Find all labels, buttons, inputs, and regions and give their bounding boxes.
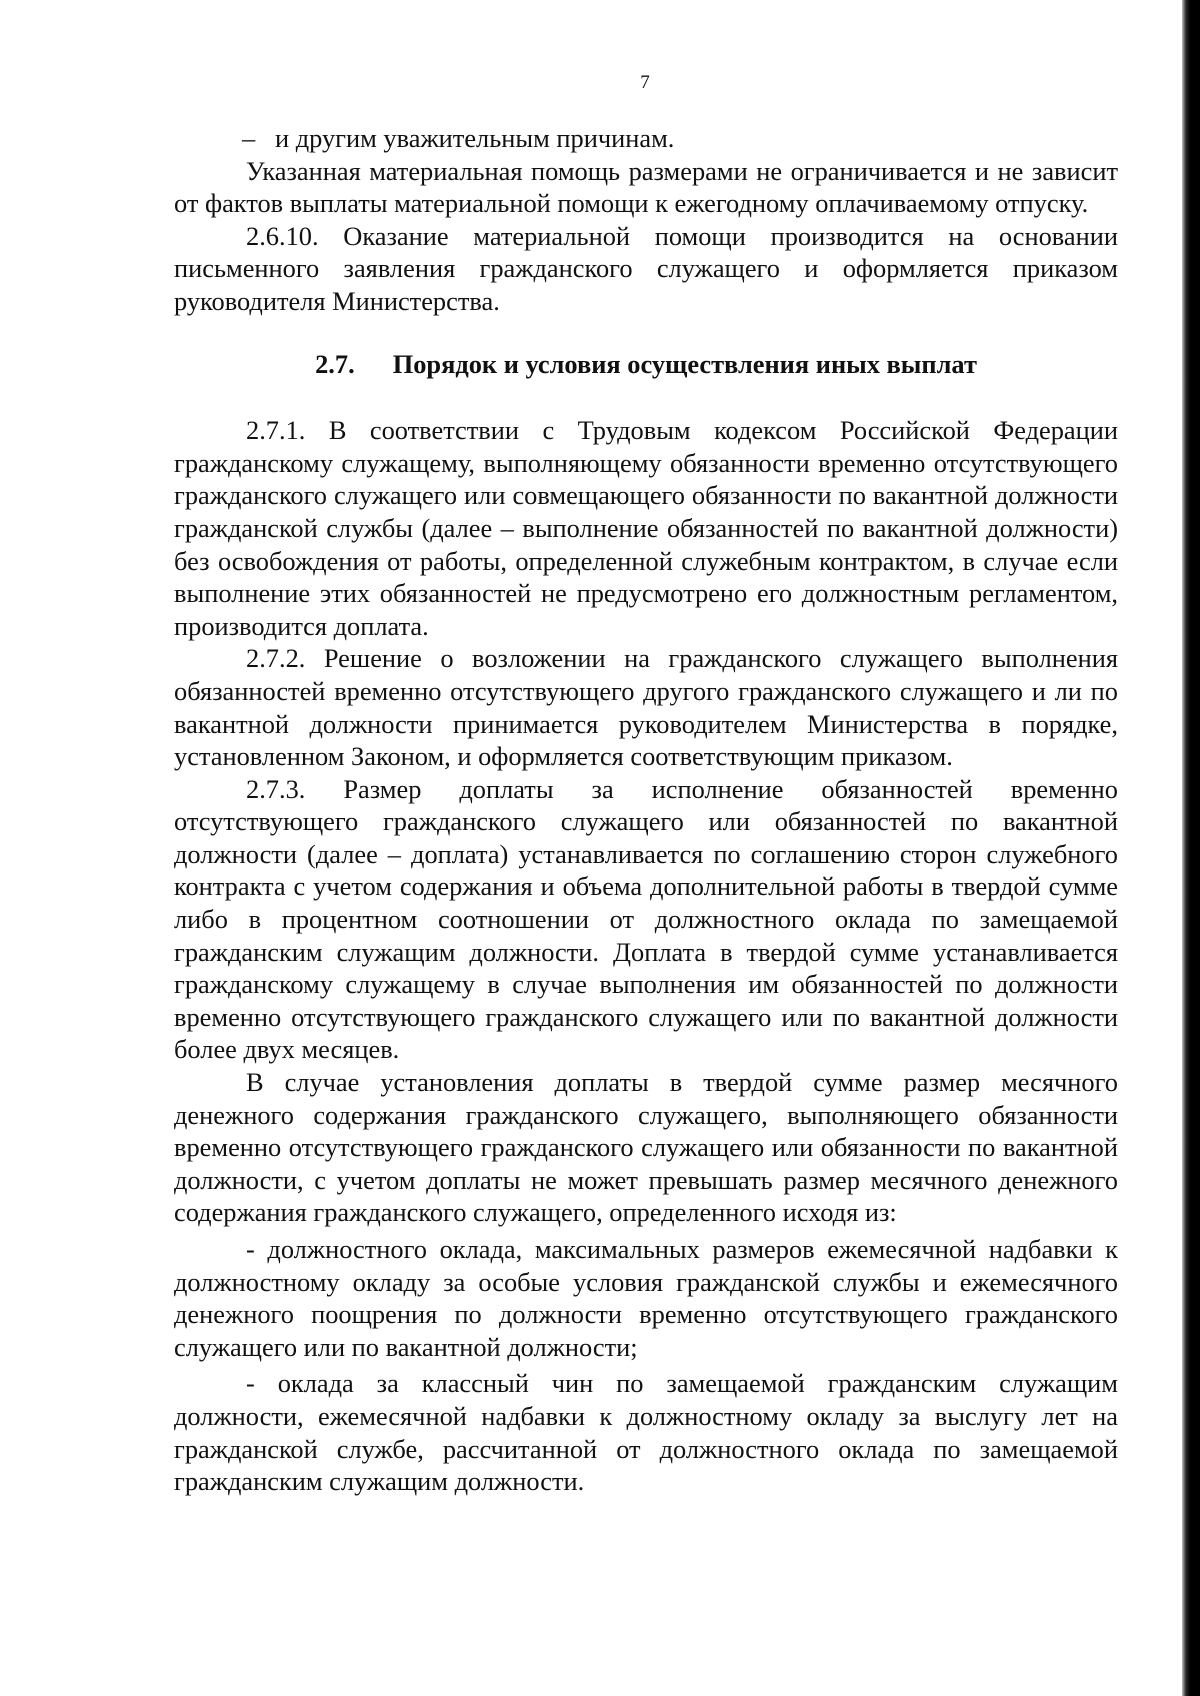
paragraph-material-aid-limits: Указанная материальная помощь размерами не ограничивается и не зависит от фактов выплаты материальной помощи к ежегодному оплачиваемому отпуску.: [174, 155, 1118, 219]
section-title: Порядок и условия осуществления иных выплат: [392, 348, 977, 379]
scan-edge-shadow: [1182, 0, 1200, 1696]
section-number: 2.7.: [315, 348, 355, 379]
paragraph-fixed-sum-case: В случае установления доплаты в твердой сумме размер месячного денежного содержания гражданского служащего, выполняющего обязанности временно отсутствующего гражданского служащего или обязанности по вакантной должности, с учетом доплаты не может превышать размер месячного денежного содержания гражданского служащего, определенного исходя из:: [174, 1067, 1118, 1228]
list-item-class-rank-salary: - оклада за классный чин по замещаемой гражданским служащим должности, ежемесячной надбавки к должностному окладу за выслугу лет на гражданской службе, рассчитанной от должностного оклада по замещаемой гражданским служащим должности.: [174, 1368, 1118, 1497]
section-heading: [174, 348, 1118, 381]
paragraph-2-7-3: 2.7.3. Размер доплаты за исполнение обязанностей временно отсутствующего гражданского служащего или обязанностей по вакантной должности (далее – доплата) устанавливается по соглашению сторон служебного контракта с учетом содержания и объема дополнительной работы в твердой сумме либо в процентном соотношении от должностного оклада по замещаемой гражданским служащим должности. Доплата в твердой сумме устанавливается гражданскому служащему в случае выполнения им обязанностей по должности временно отсутствующего гражданского служащего или по вакантной должности более двух месяцев.: [174, 773, 1118, 1065]
page-number: 7: [640, 72, 650, 93]
document-body: [174, 122, 1118, 1498]
paragraph-2-7-2: 2.7.2. Решение о возложении на гражданского служащего выполнения обязанностей временно отсутствующего другого гражданского служащего и ли по вакантной должности принимается руководителем Министерства в порядке, установленном Законом, и оформляется соответствующим приказом.: [174, 643, 1118, 772]
paragraph-2-6-10: 2.6.10. Оказание материальной помощи производится на основании письменного заявления гражданского служащего и оформляется приказом руководителя Министерства.: [174, 220, 1118, 316]
list-item-official-salary: - должностного оклада, максимальных размеров ежемесячной надбавки к должностному окладу за особые условия гражданской службы и ежемесячного денежного поощрения по должности временно отсутствующего гражданского служащего или по вакантной должности;: [174, 1234, 1118, 1362]
list-item-dash: – и другим уважительным причинам.: [242, 123, 675, 153]
paragraph-2-7-1: 2.7.1. В соответствии с Трудовым кодексом Российской Федерации гражданскому служащему, выполняющему обязанности временно отсутствующего гражданского служащего или совмещающего обязанности по вакантной должности гражданской службы (далее – выполнение обязанностей по вакантной должности) без освобождения от работы, определенной служебным контрактом, в случае если выполнение этих обязанностей не предусмотрено его должностным регламентом, производится доплата.: [174, 415, 1118, 641]
